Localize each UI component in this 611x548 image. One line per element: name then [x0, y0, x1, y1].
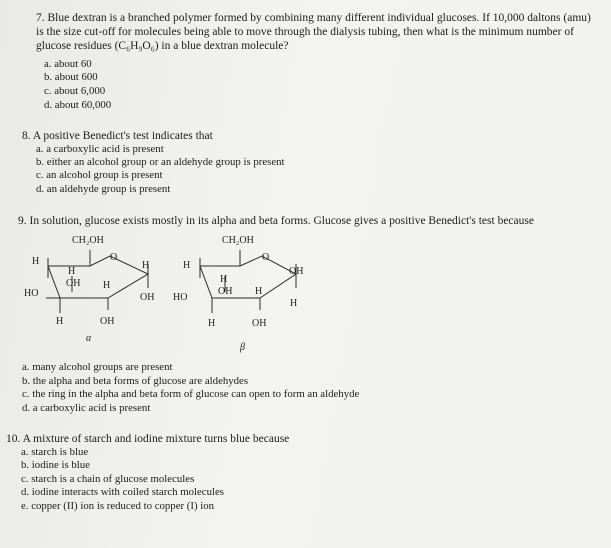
q10-stem: 10. A mixture of starch and iodine mixture turns blue because — [6, 433, 290, 445]
beta-ring-oxygen: O — [262, 252, 270, 263]
q8-option-d: d. an aldehyde group is present — [36, 183, 171, 195]
q7-option-d: d. about 60,000 — [44, 99, 112, 111]
beta-ch2oh-label: CH₂OH — [222, 235, 254, 246]
q7-option-b: b. about 600 — [44, 71, 98, 83]
beta-oh-bottom: OH — [252, 318, 267, 329]
q9-option-b: b. the alpha and beta forms of glucose are aldehydes — [22, 375, 249, 387]
q7-stem-line2: is the size cut-off for molecules being able to move through the dialysis tubing, then what is the minimum number of — [36, 26, 574, 38]
beta-oh-right-top: OH — [289, 266, 304, 277]
alpha-h-inner: H — [68, 266, 76, 277]
q8-option-b: b. either an alcohol group or an aldehyde group is present — [36, 156, 285, 168]
alpha-symbol: α — [86, 333, 92, 344]
alpha-h-right-top: H — [142, 260, 150, 271]
alpha-oh-inner: OH — [66, 278, 81, 289]
alpha-ring-oxygen: O — [110, 252, 118, 263]
beta-h-right: H — [290, 298, 298, 309]
beta-h-left: H — [183, 260, 191, 271]
beta-h-mid: H — [255, 286, 263, 297]
q7-option-a: a. about 60 — [44, 58, 92, 70]
glucose-structures-figure — [0, 228, 611, 363]
beta-h-bottom: H — [208, 318, 216, 329]
q9-option-c: c. the ring in the alpha and beta form of glucose can open to form an aldehyde — [22, 388, 360, 400]
beta-oh-inner: OH — [218, 286, 233, 297]
q10-option-d: d. iodine interacts with coiled starch molecules — [21, 486, 224, 498]
q7-stem-line1: 7. Blue dextran is a branched polymer formed by combining many different individual glucoses. If 10,000 daltons (amu) — [36, 12, 591, 24]
q9-stem: 9. In solution, glucose exists mostly in its alpha and beta forms. Glucose gives a positive Benedict's test because — [18, 215, 534, 227]
alpha-h-mid: H — [103, 280, 111, 291]
q9-option-d: d. a carboxylic acid is present — [22, 402, 151, 414]
q8-option-a: a. a carboxylic acid is present — [36, 143, 164, 155]
alpha-ch2oh-label: CH₂OH — [72, 235, 104, 246]
q10-option-e: e. copper (II) ion is reduced to copper (I) ion — [21, 500, 215, 512]
alpha-oh-bottom: OH — [100, 316, 115, 327]
q10-option-c: c. starch is a chain of glucose molecules — [21, 473, 195, 485]
alpha-h-bottom: H — [56, 316, 64, 327]
q10-option-b: b. iodine is blue — [21, 459, 90, 471]
beta-ho: HO — [173, 292, 188, 303]
q7-option-c: c. about 6,000 — [44, 85, 106, 97]
beta-h-inner: H — [220, 274, 228, 285]
q7-stem-line3: glucose residues (C₆H₉O₆) in a blue dextran molecule? — [36, 40, 289, 52]
beta-symbol: β — [240, 342, 245, 353]
alpha-ho: HO — [24, 288, 39, 299]
q8-option-c: c. an alcohol group is present — [36, 169, 163, 181]
q8-stem: 8. A positive Benedict's test indicates that — [22, 130, 213, 142]
alpha-h-left: H — [32, 256, 40, 267]
q10-option-a: a. starch is blue — [21, 446, 89, 458]
alpha-oh-right: OH — [140, 292, 155, 303]
q9-option-a: a. many alcohol groups are present — [22, 361, 173, 373]
